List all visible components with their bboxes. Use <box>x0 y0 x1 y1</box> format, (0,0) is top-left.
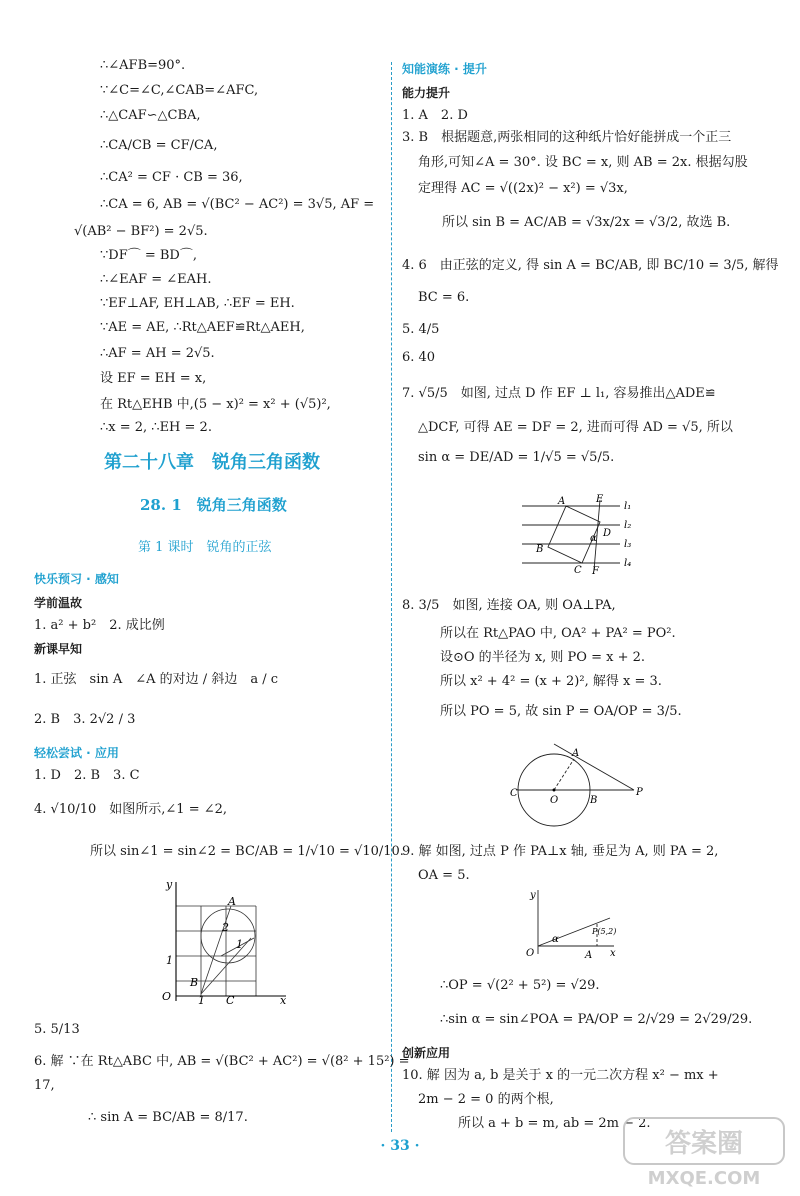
watermark-logo <box>620 1112 790 1192</box>
circ-p-label: P <box>636 787 643 798</box>
grid-o-label: O <box>162 990 172 1003</box>
watermark-text: 答案圈 <box>664 1129 744 1159</box>
line-5: ∴CA² = CF · CB = 36, <box>100 170 243 185</box>
grid-x-label: x <box>280 994 287 1007</box>
line-15: ∴x = 2, ∴EH = 2. <box>100 420 212 435</box>
heading-new: 新课早知 <box>34 642 83 656</box>
new-answers-2: 2. B 3. 2√2 / 3 <box>34 712 136 727</box>
line-2: ∵∠C=∠C,∠CAB=∠AFC, <box>100 83 259 98</box>
answer-4b: BC = 6. <box>418 290 470 305</box>
circ-a-label: A <box>572 748 580 759</box>
answer-10c: 所以 a + b = m, ab = 2m − 2. <box>458 1116 651 1131</box>
answer-7b: △DCF, 可得 AE = DF = 2, 进而可得 AD = √5, 所以 <box>418 420 733 435</box>
pl-alpha-label: α <box>590 533 597 544</box>
section-title: 28. 1 锐角三角函数 <box>140 496 287 514</box>
line-1: ∴∠AFB=90°. <box>100 58 186 73</box>
answer-7c: sin α = DE/AD = 1/√5 = √5/5. <box>418 450 615 465</box>
circ-c-label: C <box>510 788 518 799</box>
grid-2-label: 2 <box>222 921 229 934</box>
answer-3: 3. B 根据题意,两张相同的这种纸片恰好能拼成一个正三 <box>402 130 732 145</box>
coordinate-svg <box>522 884 622 964</box>
try-answer-4b: 所以 sin∠1 = sin∠2 = BC/AB = 1/√10 = √10/10. <box>90 844 404 859</box>
answer-1-2: 1. A 2. D <box>402 108 468 123</box>
line-14: 在 Rt△EHB 中,(5 − x)² = x² + (√5)², <box>100 397 331 412</box>
coord-x-label: x <box>610 948 616 959</box>
coord-a-label: A <box>585 950 593 961</box>
answer-3b: 角形,可知∠A = 30°. 设 BC = x, 则 AB = 2x. 根据勾股 <box>418 155 748 170</box>
coordinate-figure <box>522 884 622 964</box>
heading-preview: 快乐预习 · 感知 <box>34 572 119 586</box>
pl-l4-label: l₄ <box>624 558 632 569</box>
coord-alpha-label: α <box>552 934 559 945</box>
answer-9c: ∴OP = √(2² + 5²) = √29. <box>440 978 600 993</box>
try-answer-4: 4. √10/10 如图所示,∠1 = ∠2, <box>34 802 228 817</box>
line-13: 设 EF = EH = x, <box>100 371 207 386</box>
try-answers-1: 1. D 2. B 3. C <box>34 768 140 783</box>
parallel-lines-figure <box>520 494 650 576</box>
try-answer-5: 5. 5/13 <box>34 1022 80 1037</box>
coord-y-label: y <box>530 890 536 901</box>
answer-9d: ∴sin α = sin∠POA = PA/OP = 2/√29 = 2√29/29. <box>440 1012 753 1027</box>
svg-text:MXQE.COM: MXQE.COM <box>647 1168 761 1189</box>
grid-figure-svg <box>156 876 296 1008</box>
line-9: ∴∠EAF = ∠EAH. <box>100 272 212 287</box>
new-answers-1: 1. 正弦 sin A ∠A 的对边 / 斜边 a / c <box>34 672 278 687</box>
answer-4: 4. 6 由正弦的定义, 得 sin A = BC/AB, 即 BC/10 = 3/5, 解得 <box>402 258 779 273</box>
answer-3d: 所以 sin B = AC/AB = √3x/2x = √3/2, 故选 B. <box>442 215 731 230</box>
heading-ability: 能力提升 <box>402 86 451 100</box>
pl-e-label: E <box>596 494 604 505</box>
circ-b-label: B <box>590 795 598 806</box>
answer-8b: 所以在 Rt△PAO 中, OA² + PA² = PO². <box>440 626 676 641</box>
heading-create: 创新应用 <box>402 1046 451 1060</box>
grid-y-label: y <box>166 878 173 891</box>
grid-c-label: C <box>226 994 235 1007</box>
line-8: ∵DF⌒ = BD⌒, <box>100 248 197 263</box>
line-10: ∵EF⊥AF, EH⊥AB, ∴EF = EH. <box>100 296 295 311</box>
answer-8: 8. 3/5 如图, 连接 OA, 则 OA⊥PA, <box>402 598 616 613</box>
heading-review: 学前温故 <box>34 596 83 610</box>
column-divider <box>391 62 392 1132</box>
try-answer-6b: 17, <box>34 1078 55 1093</box>
grid-figure <box>156 876 296 1008</box>
answer-3c: 定理得 AC = √((2x)² − x²) = √3x, <box>418 181 628 196</box>
circle-tangent-svg <box>510 740 650 836</box>
answer-8c: 设⊙O 的半径为 x, 则 PO = x + 2. <box>440 650 645 665</box>
pl-d-label: D <box>603 528 612 539</box>
review-answers: 1. a² + b² 2. 成比例 <box>34 618 165 633</box>
grid-1x-label: 1 <box>198 994 205 1007</box>
answer-7: 7. √5/5 如图, 过点 D 作 EF ⊥ l₁, 容易推出△ADE≌ <box>402 386 716 401</box>
pl-l3-label: l₃ <box>624 539 632 550</box>
line-12: ∴AF = AH = 2√5. <box>100 346 215 361</box>
answer-8e: 所以 PO = 5, 故 sin P = OA/OP = 3/5. <box>440 704 682 719</box>
line-6: ∴CA = 6, AB = √(BC² − AC²) = 3√5, AF = <box>100 197 375 212</box>
coord-p-label: P(5,2) <box>592 927 617 936</box>
circle-tangent-figure <box>510 740 650 836</box>
lesson-title: 第 1 课时 锐角的正弦 <box>138 540 272 555</box>
parallel-lines-svg <box>520 494 650 576</box>
grid-1a-label: 1 <box>236 938 243 951</box>
grid-b-label: B <box>190 976 199 989</box>
grid-1-label: 1 <box>166 954 173 967</box>
line-7: √(AB² − BF²) = 2√5. <box>74 224 208 239</box>
circ-o-label: O <box>550 795 559 806</box>
answer-9b: OA = 5. <box>418 868 470 883</box>
coord-o-label: O <box>526 948 535 959</box>
answer-8d: 所以 x² + 4² = (x + 2)², 解得 x = 3. <box>440 674 662 689</box>
try-answer-6: 6. 解 ∵在 Rt△ABC 中, AB = √(BC² + AC²) = √(8² + 15²) = <box>34 1054 410 1069</box>
answer-10: 10. 解 因为 a, b 是关于 x 的一元二次方程 x² − mx + <box>402 1068 719 1083</box>
pl-a-label: A <box>558 496 566 507</box>
pl-b-label: B <box>536 544 544 555</box>
try-answer-6c: ∴ sin A = BC/AB = 8/17. <box>88 1110 248 1125</box>
page-number: · 33 · <box>380 1138 420 1154</box>
pl-c-label: C <box>574 565 582 576</box>
grid-a-label: A <box>228 895 236 908</box>
line-11: ∵AE = AE, ∴Rt△AEF≌Rt△AEH, <box>100 320 305 335</box>
answer-5: 5. 4/5 <box>402 322 440 337</box>
chapter-title: 第二十八章 锐角三角函数 <box>104 452 320 473</box>
answer-6: 6. 40 <box>402 350 436 365</box>
pl-f-label: F <box>592 566 599 576</box>
answer-10b: 2m − 2 = 0 的两个根, <box>418 1092 554 1107</box>
line-4: ∴CA/CB = CF/CA, <box>100 138 218 153</box>
heading-skill: 知能演练 · 提升 <box>402 62 487 76</box>
answer-9: 9. 解 如图, 过点 P 作 PA⊥x 轴, 垂足为 A, 则 PA = 2, <box>402 844 719 859</box>
pl-l1-label: l₁ <box>624 501 632 512</box>
line-3: ∴△CAF∽△CBA, <box>100 108 201 123</box>
pl-l2-label: l₂ <box>624 520 632 531</box>
heading-try: 轻松尝试 · 应用 <box>34 746 119 760</box>
